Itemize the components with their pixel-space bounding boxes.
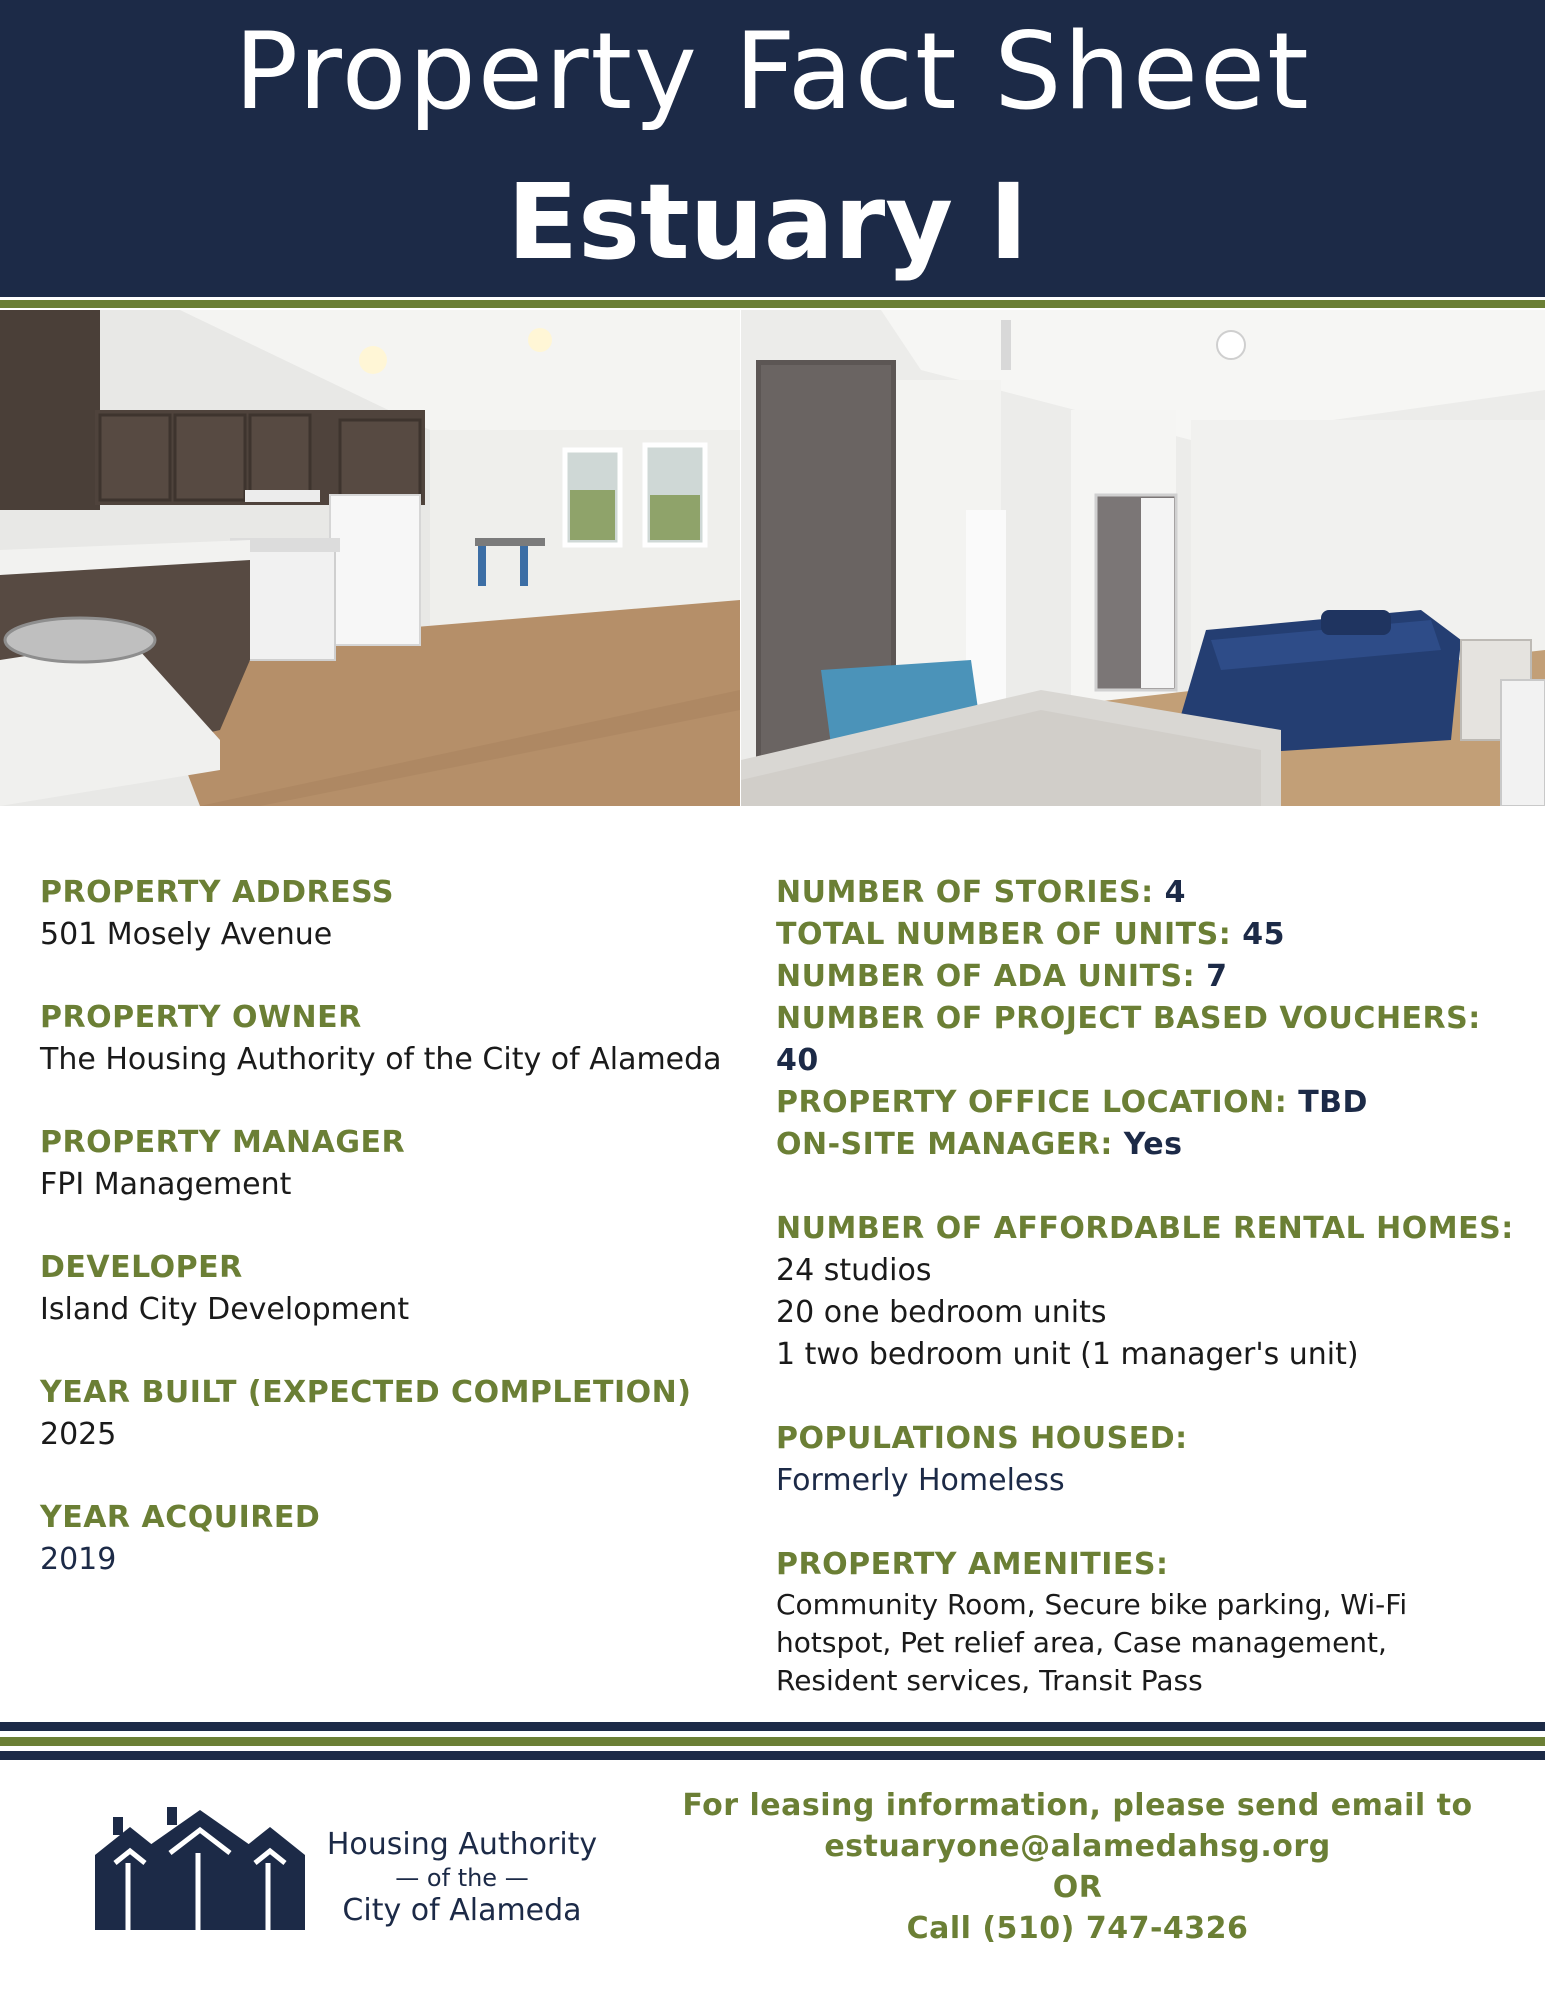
populations-label: POPULATIONS HOUSED: <box>776 1421 1188 1456</box>
logo-line: City of Alameda <box>342 1893 582 1928</box>
onsite-value: Yes <box>1123 1127 1183 1162</box>
owner-section <box>40 997 760 1122</box>
logo-line: Housing Authority <box>326 1827 598 1862</box>
ada-label: NUMBER OF ADA UNITS: <box>776 959 1196 994</box>
property-details-left <box>40 872 760 1622</box>
vouchers-row <box>776 998 1516 1082</box>
logo-wordmark <box>317 1827 607 1929</box>
units-value: 45 <box>1242 917 1285 952</box>
property-name: Estuary I <box>507 161 1028 283</box>
office-row <box>776 1082 1516 1124</box>
vouchers-value: 40 <box>776 1043 819 1078</box>
contact-or: OR <box>1052 1870 1103 1905</box>
page-title: Property Fact Sheet <box>234 10 1311 133</box>
developer-section <box>40 1247 760 1372</box>
vouchers-label: NUMBER OF PROJECT BASED VOUCHERS: <box>776 1001 1481 1036</box>
ada-row <box>776 956 1516 998</box>
office-value: TBD <box>1298 1085 1368 1120</box>
leasing-contact <box>660 1785 1495 1949</box>
spacer <box>776 1502 1516 1544</box>
photo-strip <box>0 310 1545 806</box>
header-banner <box>0 0 1545 297</box>
year-acquired-value: 2019 <box>40 1542 117 1577</box>
affordable-label: NUMBER OF AFFORDABLE RENTAL HOMES: <box>776 1211 1514 1246</box>
property-details-right <box>776 872 1516 1700</box>
amenities-line: Community Room, Secure bike parking, Wi-Fi <box>776 1588 1408 1621</box>
affordable-item: 1 two bedroom unit (1 manager's unit) <box>776 1337 1359 1372</box>
kitchen-illustration <box>0 310 740 806</box>
manager-label: PROPERTY MANAGER <box>40 1125 406 1160</box>
developer-label: DEVELOPER <box>40 1250 243 1285</box>
stories-row <box>776 872 1516 914</box>
contact-phone-link[interactable]: Call (510) 747-4326 <box>906 1911 1249 1946</box>
address-section <box>40 872 760 997</box>
kitchen-living-photo <box>0 310 740 806</box>
units-label: TOTAL NUMBER OF UNITS: <box>776 917 1232 952</box>
onsite-label: ON-SITE MANAGER: <box>776 1127 1113 1162</box>
contact-intro: For leasing information, please send email to <box>682 1788 1473 1823</box>
owner-label: PROPERTY OWNER <box>40 1000 362 1035</box>
amenities-label: PROPERTY AMENITIES: <box>776 1547 1169 1582</box>
footer-divider-navy <box>0 1722 1545 1731</box>
spacer <box>776 1166 1516 1208</box>
footer-divider-green <box>0 1737 1545 1746</box>
contact-email-link[interactable]: estuaryone@alamedahsg.org <box>824 1829 1331 1864</box>
houses-icon <box>95 1805 305 1935</box>
logo-line: — of the — <box>395 1864 529 1892</box>
amenities-line: Resident services, Transit Pass <box>776 1664 1203 1697</box>
stories-value: 4 <box>1164 875 1186 910</box>
units-row <box>776 914 1516 956</box>
populations-value: Formerly Homeless <box>776 1463 1065 1498</box>
header-divider <box>0 300 1545 308</box>
developer-value: Island City Development <box>40 1292 410 1327</box>
stories-label: NUMBER OF STORIES: <box>776 875 1154 910</box>
affordable-item: 24 studios <box>776 1253 932 1288</box>
manager-value: FPI Management <box>40 1167 292 1202</box>
bedroom-photo <box>741 310 1545 806</box>
footer-divider-navy <box>0 1751 1545 1760</box>
office-label: PROPERTY OFFICE LOCATION: <box>776 1085 1288 1120</box>
affordable-item: 20 one bedroom units <box>776 1295 1107 1330</box>
onsite-row <box>776 1124 1516 1166</box>
amenities-line: hotspot, Pet relief area, Case management, <box>776 1626 1387 1659</box>
bedroom-illustration <box>741 310 1545 806</box>
owner-value: The Housing Authority of the City of Alameda <box>40 1042 722 1077</box>
year-acquired-label: YEAR ACQUIRED <box>40 1500 321 1535</box>
manager-section <box>40 1122 760 1247</box>
year-built-value: 2025 <box>40 1417 117 1452</box>
housing-authority-logo <box>95 1805 615 1945</box>
year-acquired-section <box>40 1497 760 1622</box>
year-built-label: YEAR BUILT (EXPECTED COMPLETION) <box>40 1375 692 1410</box>
spacer <box>776 1376 1516 1418</box>
address-label: PROPERTY ADDRESS <box>40 875 394 910</box>
year-built-section <box>40 1372 760 1497</box>
ada-value: 7 <box>1206 959 1228 994</box>
address-value: 501 Mosely Avenue <box>40 917 333 952</box>
